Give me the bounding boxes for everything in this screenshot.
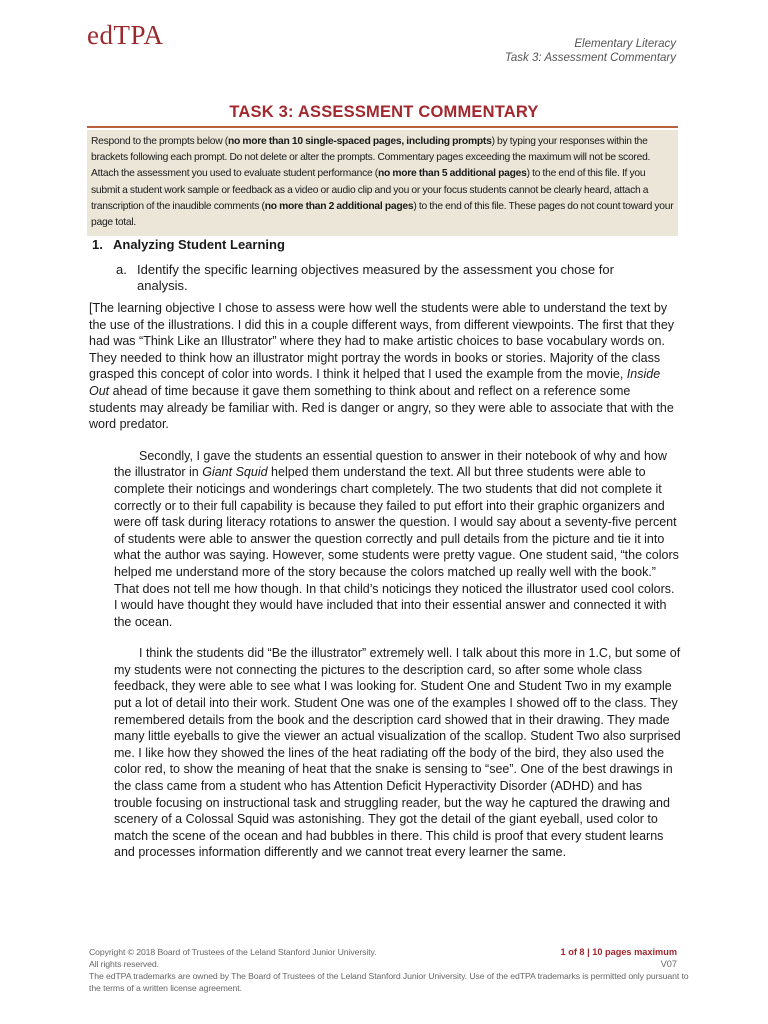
response-text: ahead of time because it gave them something to think about and reflect on a reference some students may already be familiar with. Red is danger or angry, so they were able to associate that with the word predator. (89, 383, 674, 432)
book-title: Giant Squid (202, 465, 268, 480)
version-label: V07 (660, 959, 677, 969)
footer-copyright-line: Copyright © 2018 Board of Trustees of the Leland Stanford Junior University. (89, 947, 377, 957)
section-heading (92, 237, 285, 252)
instructions-box (87, 130, 678, 236)
response-text: Secondly, I gave the students an essential question to answer in their notebook of why and how the illustrator in (114, 448, 667, 480)
instructions-bold-2: no more than 5 additional pages (377, 168, 527, 180)
title-divider (87, 126, 678, 128)
page-title: TASK 3: ASSESSMENT COMMENTARY (229, 103, 539, 121)
instructions-text-2: ) by typing your responses within the brackets following each prompt. Do not delete or alter the prompts. Commentary pages exceeding the maximum will not be scored. Attach the assessment you used to evaluate student performance ( (91, 136, 651, 180)
response-body (89, 300, 681, 876)
header-subject: Elementary Literacy (574, 38, 676, 50)
section-number: 1. (92, 237, 103, 252)
edtpa-logo: edTPA (87, 20, 164, 50)
page-counter: 1 of 8 | 10 pages maximum (560, 947, 677, 957)
prompt-text: Identify the specific learning objectives measured by the assessment you chose for analysis. (137, 262, 614, 293)
footer-trademark-line: The edTPA trademarks are owned by The Board of Trustees of the Leland Stanford Junior University. Use of the edTPA trademarks is permitted only pursuant to the terms of a written license agreement. (89, 971, 689, 993)
header-task: Task 3: Assessment Commentary (504, 52, 676, 64)
response-text: [The learning objective I chose to assess were how well the students were able to understand the text by the use of the illustrations. I did this in a couple different ways, from different viewpoints. The first that they had was “Think Like an Illustrator” where they had to make artistic choices to base vocabulary words on. They needed to think how an illustrator might portray the words in books or stories. Majority of the class grasped this concept of color into words. I think it helped that I used the example from the movie, (89, 301, 675, 382)
document-header (505, 37, 676, 65)
response-text: I think the students did “Be the illustrator” extremely well. I talk about this more in 1.C, but some of my students were not connecting the pictures to the description card, so after some whole class feedback, they were able to see what I was looking for. Student One and Student Two in my example put a lot of detail into their work. Student One was one of the examples I showed off to the class. They remembered details from the book and the description card showed that in their drawing. They made many little eyeballs to give the viewer an actual visualization of the scallop. Student Two also surprised me. I like how they showed the lines of the heat radiating off the body of the bird, they also used the color red, to show the meaning of heat that the snake is sensing to “see”. One of the best drawings in the class came from a student who has Attention Deficit Hyperactivity Disorder (ADHD) and has trouble focusing on instructional task and struggling reader, but the way he captured the drawing and scenery of a Colossal Squid was astonishing. They got the detail of the giant eyeball, used color to match the scene of the ocean and had bubbles in there. This child is proof that every student learns and processes information differently and we cannot treat every learner the same. (114, 646, 681, 860)
instructions-text-3: ) to the end of this file. If you submit a student work sample or feedback as a video or audio clip and you or your focus students cannot be clearly heard, attach a transcription of the inaudible comments ( (91, 168, 649, 212)
response-paragraph-2 (89, 448, 681, 631)
instructions-bold-1: no more than 10 single-spaced pages, including prompts (227, 136, 492, 147)
instructions-text-4: ) to the end of this file. These pages do not count toward your page total. (91, 200, 674, 229)
response-paragraph-3 (89, 645, 681, 861)
footer-page-info (561, 946, 677, 970)
prompt-a (116, 262, 656, 294)
movie-title: Inside Out (89, 367, 661, 398)
instructions-bold-3: no more than 2 additional pages (264, 200, 414, 212)
footer-rights-line: All rights reserved. (89, 959, 159, 969)
response-paragraph-1 (89, 300, 681, 433)
instructions-text-1: Respond to the prompts below ( (91, 136, 228, 147)
section-title: Analyzing Student Learning (113, 237, 285, 252)
prompt-label: a. (116, 262, 127, 277)
response-text: helped them understand the text. All but three students were able to complete their noticings and wonderings chart completely. The two students that did not complete it correctly or to their full capability is because they failed to put effort into their graphic organizers and were off task during literacy rotations to answer the question. I would say about a seventy-five percent of students were able to answer the question correctly and pull details from the picture and tie it into what the author was saying. However, some students were pretty vague. One student said, “the colors helped me understand more of the story because the colors matched up really well with the book.” That does not tell me how though. In that child’s noticings they noticed the illustrator used cool colors. I would have thought they would have included that into their essential answer and connected it with the ocean. (114, 465, 679, 629)
